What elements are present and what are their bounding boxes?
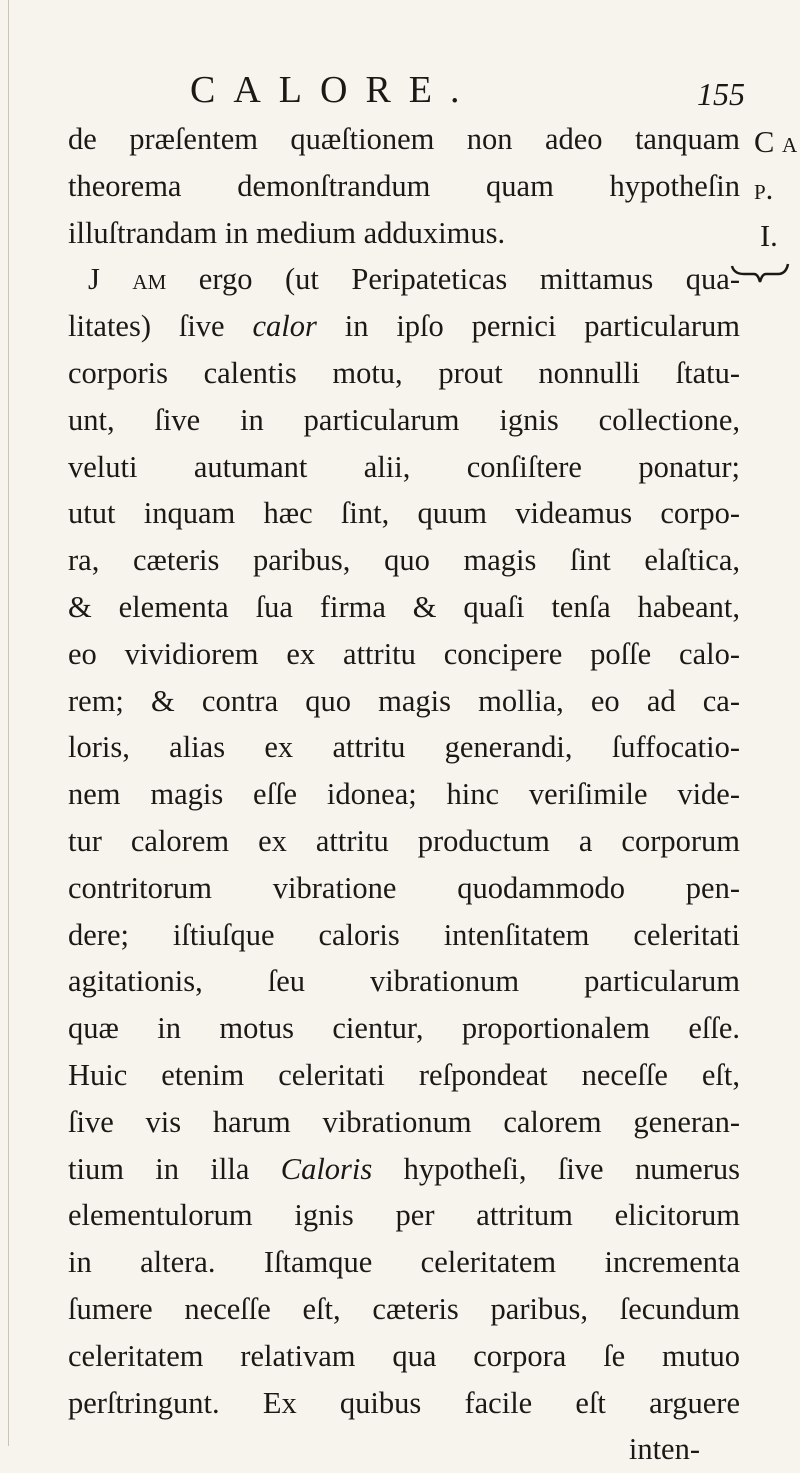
margin-note — [754, 119, 800, 259]
margin-note-chapter: C a p. — [754, 125, 798, 206]
running-title: CALORE. — [190, 69, 478, 111]
page-edge-line — [8, 0, 9, 1446]
text-line: loris, alias ex attritu generandi, ſuffocatio- — [68, 730, 740, 765]
text-line: utut inquam hæc ſint, quum videamus corpo- — [68, 496, 740, 531]
text-line: Huic etenim celeritati reſpondeat neceſſe eſt, — [68, 1057, 740, 1092]
text-line: & elementa ſua firma & quaſi tenſa habeant, — [68, 589, 740, 624]
italic-term-caloris: Caloris — [280, 1151, 373, 1186]
text-line: corporis calentis motu, prout nonnulli ſtatu- — [68, 355, 740, 390]
text-line: ſive vis harum vibrationum calorem generan- — [68, 1104, 740, 1139]
text-line: veluti autumant alii, conſiſtere ponatur; — [68, 449, 740, 484]
text-line: celeritatem relativam qua corpora ſe mutuo — [68, 1338, 740, 1373]
text-line: unt, ſive in particularum ignis collectione, — [68, 402, 740, 437]
text-line: in altera. Iſtamque celeritatem incrementa — [68, 1245, 740, 1280]
page-header — [0, 68, 800, 118]
text-line: ra, cæteris paribus, quo magis ſint elaſtica, — [68, 543, 740, 578]
text-line: illuſtrandam in medium adduximus. — [68, 215, 506, 250]
text-line: theorema demonſtrandum quam hypotheſin — [68, 168, 740, 203]
text-line: de præſentem quæſtionem non adeo tanquam — [68, 122, 740, 156]
text-line: quæ in motus cientur, proportionalem eſſe. — [68, 1011, 740, 1046]
text-line-content: tium in illa — [68, 1151, 250, 1186]
catchword: inten- — [628, 1432, 700, 1467]
text-line — [68, 256, 740, 303]
text-line: ſumere neceſſe eſt, cæteris paribus, ſecundum — [68, 1291, 740, 1326]
body-text — [68, 116, 740, 1473]
paragraph-lead-word: J am — [88, 262, 167, 297]
text-line-content: ergo (ut Peripateticas mittamus qua- — [198, 262, 740, 297]
text-line: eo vividiorem ex attritu concipere poſſe calo- — [68, 636, 740, 671]
text-line: elementulorum ignis per attritum elicitorum — [68, 1198, 740, 1233]
text-line-content: in ipſo pernici particularum — [316, 309, 741, 344]
text-line: nem magis eſſe idonea; hinc veriſimile vide- — [68, 777, 740, 812]
text-line-content: litates) ſive — [68, 309, 225, 344]
italic-term-calor: calor — [252, 309, 317, 344]
text-line: agitationis, ſeu vibrationum particularum — [68, 964, 740, 999]
text-line — [68, 1146, 740, 1193]
page-number: 155 — [697, 76, 745, 112]
text-line: perſtringunt. Ex quibus facile eſt arguere — [68, 1385, 740, 1420]
margin-note-number: I. — [760, 218, 778, 253]
text-line: dere; iſtiuſque caloris intenſitatem celeritati — [68, 917, 740, 952]
text-line — [68, 303, 740, 350]
text-line: rem; & contra quo magis mollia, eo ad ca- — [68, 683, 740, 718]
text-line: contritorum vibratione quodammodo pen- — [68, 870, 740, 905]
text-line-content: hypotheſi, ſive numerus — [372, 1151, 740, 1186]
text-line: tur calorem ex attritu productum a corporum — [68, 823, 740, 858]
